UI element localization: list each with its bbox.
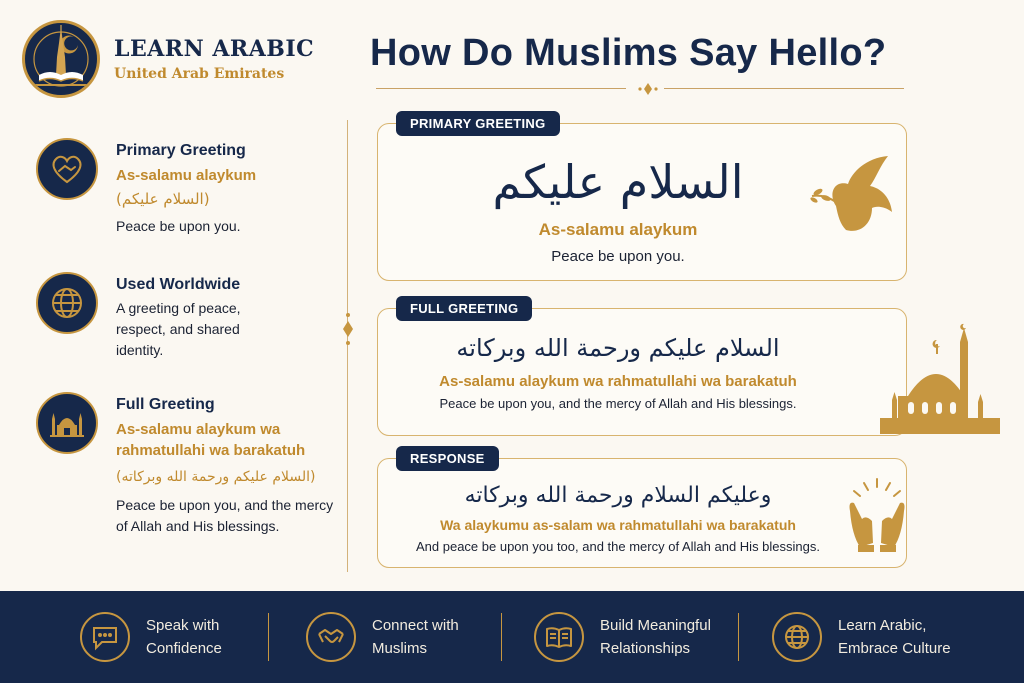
card-meaning: Peace be upon you, and the mercy of Allah and His blessings. bbox=[439, 396, 797, 411]
footer-item-relationships bbox=[534, 608, 740, 666]
left-arabic: (السلام عليكم) bbox=[116, 190, 210, 208]
footer-line2: Muslims bbox=[372, 640, 427, 657]
card-arabic: السلام عليكم bbox=[492, 155, 744, 209]
handshake-icon bbox=[306, 612, 356, 662]
diamond-ornament-icon bbox=[637, 82, 659, 96]
brand-subtitle: United Arab Emirates bbox=[114, 66, 285, 82]
brand-logo bbox=[22, 20, 314, 98]
footer-band bbox=[0, 591, 1024, 683]
left-arabic: (السلام عليكم ورحمة الله وبركاته) bbox=[116, 469, 316, 485]
handshake-heart-icon bbox=[36, 138, 98, 200]
footer-line1: Build Meaningful bbox=[600, 617, 711, 634]
card-label: PRIMARY GREETING bbox=[396, 111, 560, 136]
footer-divider bbox=[268, 613, 269, 661]
footer-divider bbox=[738, 613, 739, 661]
footer-divider bbox=[501, 613, 502, 661]
card-full-greeting bbox=[377, 301, 907, 436]
footer-item-speak bbox=[80, 608, 276, 666]
footer-line2: Confidence bbox=[146, 640, 222, 657]
card-meaning: Peace be upon you. bbox=[551, 248, 685, 265]
footer-item-connect bbox=[306, 608, 502, 666]
left-transliteration: As-salamu alaykum bbox=[116, 167, 257, 184]
title-rule-right bbox=[664, 88, 904, 89]
card-label: FULL GREETING bbox=[396, 296, 532, 321]
mosque-icon bbox=[36, 392, 98, 454]
card-response bbox=[377, 451, 907, 568]
page-title: How Do Muslims Say Hello? bbox=[370, 32, 887, 74]
card-primary-greeting bbox=[377, 116, 907, 281]
card-arabic: السلام عليكم ورحمة الله وبركاته bbox=[456, 334, 780, 362]
card-transliteration: As-salamu alaykum bbox=[538, 220, 698, 239]
tower-and-book-icon bbox=[22, 20, 100, 98]
speech-bubble-icon bbox=[80, 612, 130, 662]
left-heading: Full Greeting bbox=[116, 396, 215, 413]
footer-item-culture bbox=[772, 608, 968, 666]
left-heading: Used Worldwide bbox=[116, 276, 241, 293]
praying-hands-icon bbox=[842, 475, 912, 555]
globe-icon bbox=[772, 612, 822, 662]
left-description: Peace be upon you, and the mercy of Allah and His blessings. bbox=[116, 497, 334, 534]
diamond-ornament-icon bbox=[339, 312, 357, 346]
open-book-icon bbox=[534, 612, 584, 662]
title-rule-left bbox=[376, 88, 626, 89]
footer-line1: Speak with bbox=[146, 617, 220, 634]
mosque-icon bbox=[880, 322, 1000, 438]
column-divider bbox=[347, 120, 348, 572]
card-arabic: وعليكم السلام ورحمة الله وبركاته bbox=[464, 483, 772, 508]
left-description: A greeting of peace, respect, and shared identity. bbox=[116, 300, 241, 358]
card-label: RESPONSE bbox=[396, 446, 499, 471]
footer-line1: Learn Arabic, bbox=[838, 617, 927, 634]
card-transliteration: Wa alaykumu as-salam wa rahmatullahi wa barakatuh bbox=[440, 517, 796, 533]
footer-line2: Relationships bbox=[600, 640, 691, 657]
dove-icon bbox=[806, 154, 898, 240]
footer-line2: Embrace Culture bbox=[838, 640, 951, 657]
left-description: Peace be upon you. bbox=[116, 218, 241, 234]
card-transliteration: As-salamu alaykum wa rahmatullahi wa barakatuh bbox=[439, 373, 797, 390]
left-transliteration: As-salamu alaykum wa rahmatullahi wa barakatuh bbox=[116, 421, 306, 459]
brand-title: LEARN ARABIC bbox=[114, 36, 315, 62]
left-heading: Primary Greeting bbox=[116, 142, 246, 159]
globe-icon bbox=[36, 272, 98, 334]
footer-line1: Connect with bbox=[372, 617, 459, 634]
card-meaning: And peace be upon you too, and the mercy of Allah and His blessings. bbox=[416, 539, 820, 554]
